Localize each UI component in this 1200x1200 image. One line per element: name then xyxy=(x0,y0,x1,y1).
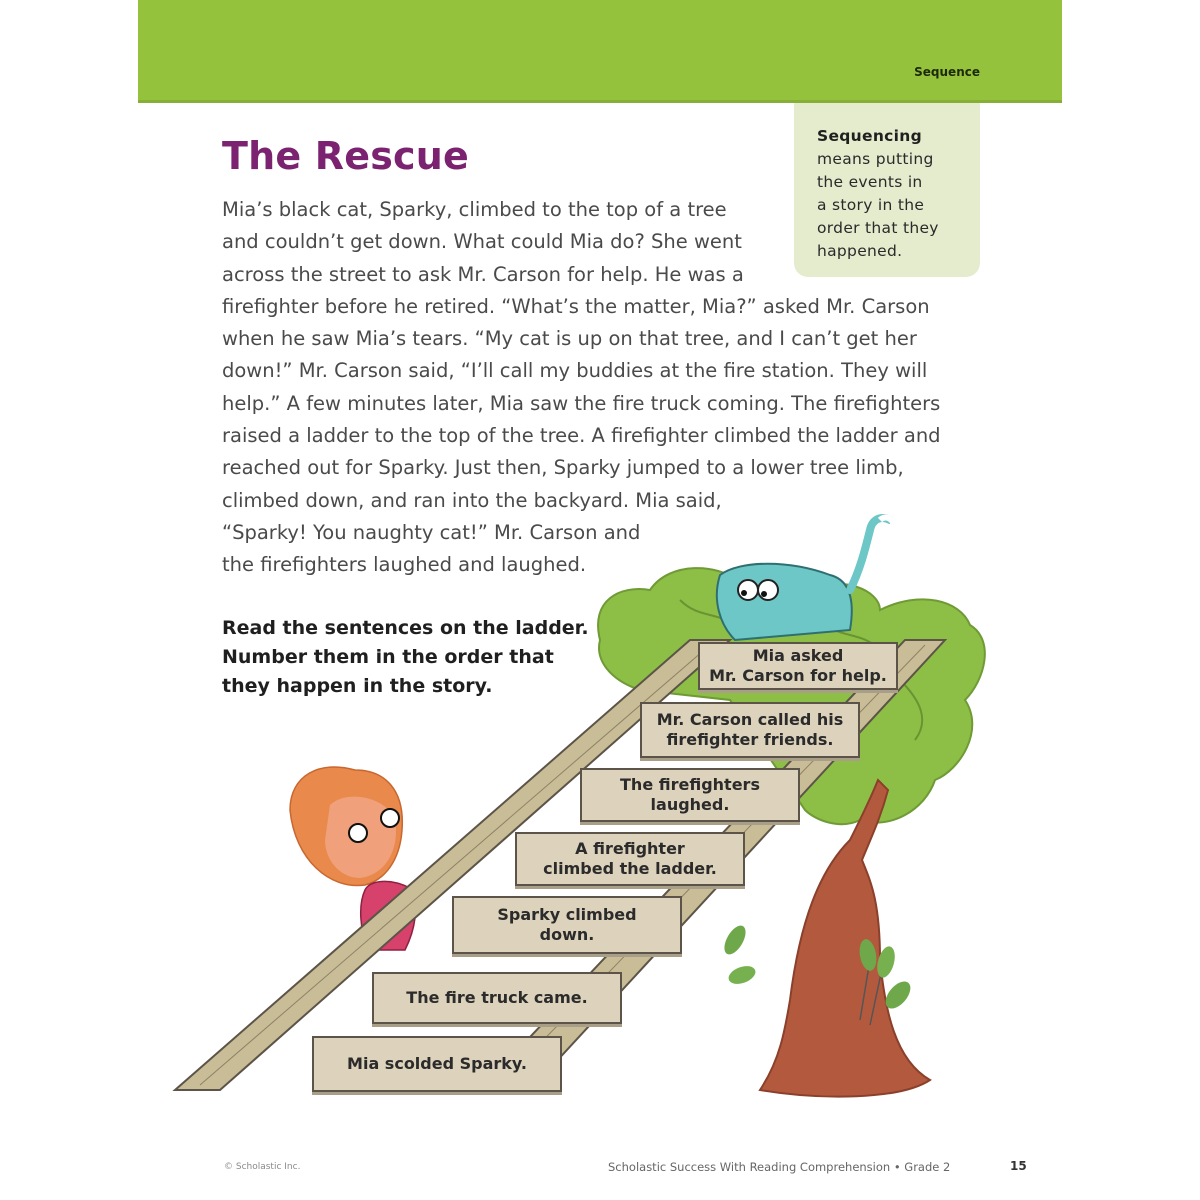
story-line: down!” Mr. Carson said, “I’ll call my buddies at the fire station. They will xyxy=(222,359,928,383)
instruction-line: they happen in the story. xyxy=(222,675,493,697)
definition-line: the events in xyxy=(817,173,923,191)
story-line: and couldn’t get down. What could Mia do? She went xyxy=(222,230,742,254)
page-number: 15 xyxy=(1010,1159,1027,1173)
story-line: Mia’s black cat, Sparky, climbed to the top of a tree xyxy=(222,198,727,221)
instruction-line: Number them in the order that xyxy=(222,646,554,668)
page-title: The Rescue xyxy=(222,134,469,178)
story-line: climbed down, and ran into the backyard. Mia said, xyxy=(222,488,722,512)
story-line: the firefighters laughed and laughed. xyxy=(222,553,587,577)
story-line: reached out for Sparky. Just then, Sparky jumped to a lower tree limb, xyxy=(222,456,904,480)
story-line: raised a ladder to the top of the tree. A firefighter climbed the ladder and xyxy=(222,424,941,448)
story-line: “Sparky! You naughty cat!” Mr. Carson and xyxy=(222,520,641,544)
definition-line: means putting xyxy=(817,150,934,168)
copyright: © Scholastic Inc. xyxy=(224,1162,301,1172)
ladder-step-2: Mr. Carson called his firefighter friends. xyxy=(640,702,860,758)
ladder-step-3: The firefighters laughed. xyxy=(580,768,800,822)
book-title: Scholastic Success With Reading Comprehension • Grade 2 xyxy=(608,1160,951,1174)
section-label: Sequence xyxy=(914,65,980,79)
definition-term: Sequencing xyxy=(817,127,922,145)
header-band xyxy=(138,0,1062,103)
story-line: help.” A few minutes later, Mia saw the fire truck coming. The firefighters xyxy=(222,391,941,415)
ladder-step-7: Mia scolded Sparky. xyxy=(312,1036,562,1092)
ladder-step-4: A firefighter climbed the ladder. xyxy=(515,832,745,886)
definition-line: a story in the xyxy=(817,196,925,214)
story-line: when he saw Mia’s tears. “My cat is up on that tree, and I can’t get her xyxy=(222,327,917,351)
ladder-step-6: The fire truck came. xyxy=(372,972,622,1024)
instruction-line: Read the sentences on the ladder. xyxy=(222,617,589,639)
definition-line: happened. xyxy=(817,242,903,260)
story-line: across the street to ask Mr. Carson for help. He was a xyxy=(222,262,744,286)
definition-line: order that they xyxy=(817,219,939,237)
tree-trunk-icon xyxy=(760,780,930,1097)
story-line: firefighter before he retired. “What’s the matter, Mia?” asked Mr. Carson xyxy=(222,294,930,318)
ladder-step-1: Mia asked Mr. Carson for help. xyxy=(698,642,898,690)
ladder-step-5: Sparky climbed down. xyxy=(452,896,682,954)
